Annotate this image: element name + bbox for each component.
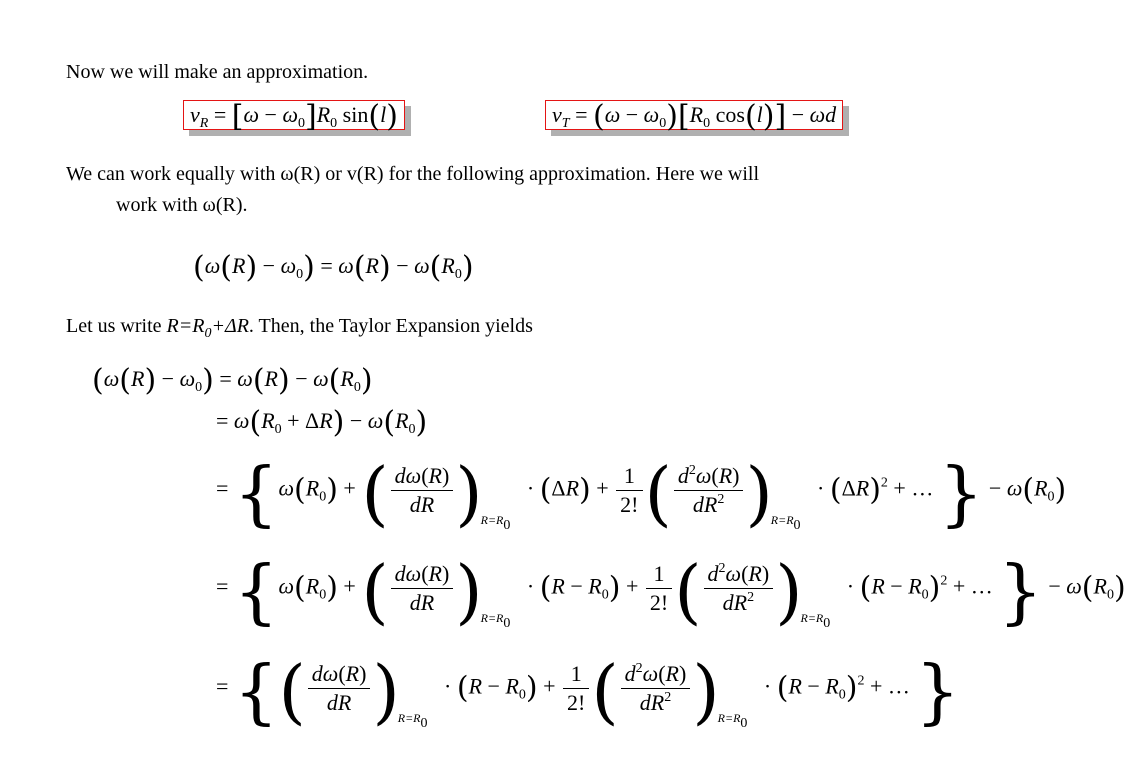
taylor-intro-text: Let us write $R=R_0+\Delta R$. Then, the Taylor Expansion yields <box>66 315 533 341</box>
work-with-text-line1: We can work equally with ω(R) or v(R) for the following approximation. Here we will <box>66 163 760 185</box>
work-with-text-line2: work with ω(R). <box>116 194 248 216</box>
taylor-line-3: = {$\omega(R_0)$ + ( $\frac{d\omega(R)}{dR}$ )$_{R=R_0} \cdot (\Delta R)$ + $\frac{1}{2!}$ ( $\frac{d^2\omega(R)}{dR^2}$ )$_{R=R_0} \cdot (\Delta R)^2$ + … } − $\omega(R_0)$ <box>216 452 1067 535</box>
equation-vr-box: $v_R = [\omega - \omega_0]R_0$ sin(l) <box>183 100 405 130</box>
equation-vt-box: $v_T = (\omega - \omega_0)[R_0$ cos(l)] − ωd <box>545 100 843 130</box>
taylor-line-2: = $\omega(R_0 + \Delta R) - \omega(R_0)$ <box>216 405 428 440</box>
intro-text: Now we will make an approximation. <box>66 61 369 83</box>
taylor-line-1: $(\omega(R) - \omega_0) = \omega(R) - \omega(R_0)$ <box>92 363 373 398</box>
taylor-line-5: = {( $\frac{d\omega(R)}{dR}$ )$_{R=R_0} \cdot (R - R_0)$ + $\frac{1}{2!}$ ( $\frac{d^2\omega(R)}{dR^2}$ )$_{R=R_0} \cdot (R - R_0)^2$ + … } <box>216 650 960 733</box>
taylor-line-4: = {$\omega(R_0)$ + ( $\frac{d\omega(R)}{dR}$ )$_{R=R_0} \cdot (R - R_0)$ + $\frac{1}{2!}$ ( $\frac{d^2\omega(R)}{dR^2}$ )$_{R=R_0} \cdot (R - R_0)^2$ + … } − $\omega(R_0)$ <box>216 550 1126 633</box>
omega-difference-equation: $(\omega(R) - \omega_0) = \omega(R) - \omega(R_0)$ <box>193 250 474 285</box>
